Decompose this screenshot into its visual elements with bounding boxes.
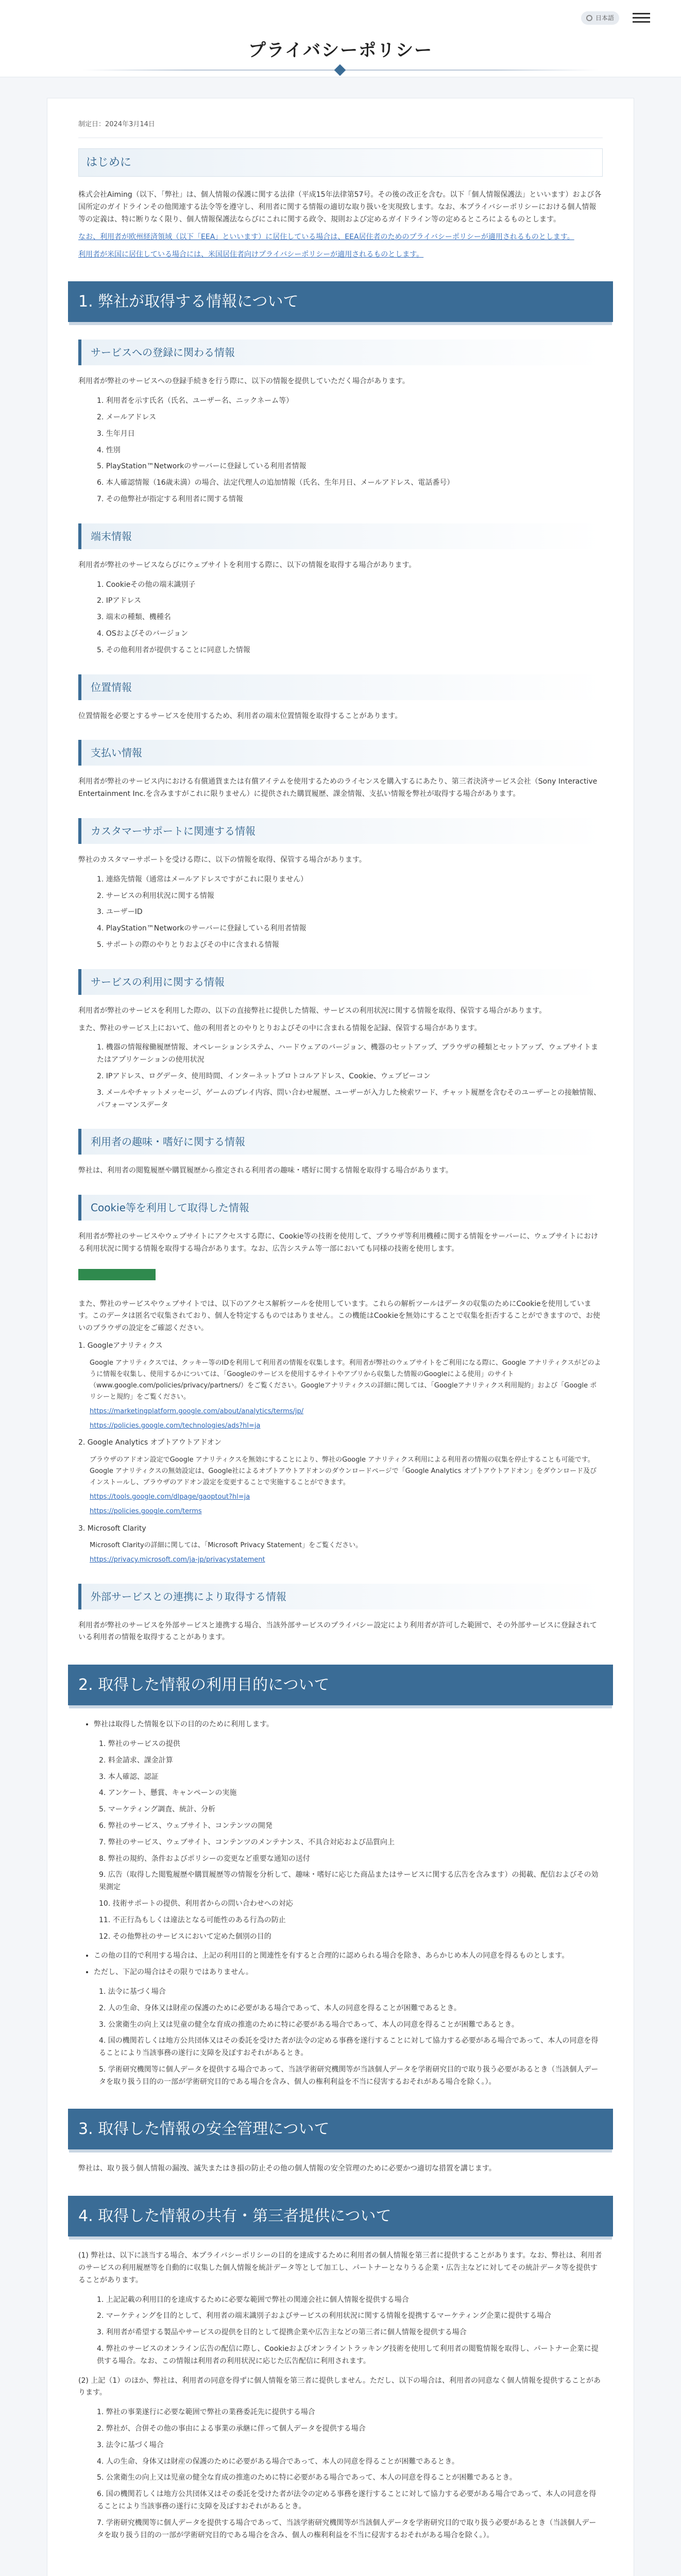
list-item: 3. メールやチャットメッセージ、ゲームのプレイ内容、問い合わせ履歴、ユーザーが入力した検索ワード、チャット履歴を含むそのユーザーとの接触情報、パフォーマンスデータ — [97, 1088, 601, 1109]
list-item: 4. 国の機関若しくは地方公共団体又はその委託を受けた者が法令の定める事務を遂行することに対して協力する必要がある場合であって、本人の同意を得ることにより当該事務の遂行に支障を及ぼすおそれがあるとき。 — [99, 2037, 599, 2058]
purpose-bullets — [94, 1719, 603, 2088]
list-item: 2. 料金請求、課金計算 — [99, 1756, 173, 1765]
usage-text-2: また、弊社のサービス上において、他の利用者とのやりとりおよびその中に含まれる情報を記録、保管する場合があります。 — [78, 1024, 482, 1032]
list-item: 4. 人の生命、身体又は財産の保護のために必要がある場合であって、本人の同意を得ることが困難であるとき。 — [97, 2457, 459, 2466]
list-item: 5. その他利用者が提供することに同意した情報 — [97, 646, 250, 654]
usage-text-1: 利用者が弊社のサービスを利用した際の、以下の直接弊社に提供した情報、サービスの利用状況に関する情報を取得、保管する場合があります。 — [78, 1006, 547, 1015]
list-item: 1. 上記記載の利用目的を達成するために必要な範囲で弊社の関連会社に個人情報を提供する場合 — [97, 2295, 409, 2304]
list-item: 2. IPアドレス、ログデータ、使用時間、インターネットプロトコルアドレス、Cookie、ウェブビーコン — [97, 1072, 431, 1080]
list-item: 7. 学術研究機関等に個人データを提供する場合であって、当該学術研究機関等が当該個人データを学術研究目的で取り扱う必要があるとき（当該個人データを取り扱う目的の一部が学術研究目的である場合を含み、個人の権利利益を不当に侵害するおそれがある場合を除く。）。 — [97, 2518, 597, 2539]
policy-content — [47, 98, 634, 2576]
subheading-payment: 支払い情報 — [78, 740, 603, 766]
list-item: 7. その他弊社が指定する利用者に関する情報 — [97, 495, 243, 504]
sharing-exception-list — [97, 2406, 603, 2541]
device-list — [97, 579, 603, 657]
subheading-usage: サービスの利用に関する情報 — [78, 969, 603, 995]
analytics-tool-1 — [78, 1340, 603, 1432]
list-item: 4. アンケート、懸賞、キャンペーンの実施 — [99, 1789, 237, 1798]
purpose-bullet: • ただし、下記の場合はその限りではありません。 1. 法令に基づく場合 2. 人の生命、身体又は財産の保護のために必要がある場合であって、本人の同意を得ることが困難であるとき。 3. 公衆衛生の向上又は児童の健全な育成の推進のために特に必要がある場合であって、本人の同意を得ることが困難であるとき。 4. 国の機関若しくは地方公共団体又はその委託を受けた者が法令の定める事務を遂行することに対して協力する必要がある場合であって、本人の同意を得ることにより当該事務の遂行に支障を及ぼすおそれがあるとき。 5. 学術研究機関等に個人データを提供する場合であって、当該学術研究機関等が当該個人データを学術研究目的で取り扱う必要があるとき（当該個人データを取り扱う目的の一部が学術研究目的である場合を含み、個人の権利利益を不当に侵害するおそれがある場合を除く。）。 — [94, 1967, 603, 2088]
list-item: 12. その他弊社のサービスにおいて定めた個別の目的 — [99, 1932, 271, 1941]
list-item: 6. 弊社のサービス、ウェブサイト、コンテンツの開発 — [99, 1821, 273, 1830]
hamburger-menu-icon[interactable] — [633, 10, 650, 25]
list-item: 8. 弊社の規約、条件およびポリシーの変更など重要な通知の送付 — [99, 1854, 310, 1863]
list-item: 1. 弊社のサービスの提供 — [99, 1739, 180, 1748]
list-item: 2. マーケティングを目的として、利用者の端末識別子およびサービスの利用状況に関する情報を提携するマーケティング企業に提供する場合 — [97, 2312, 552, 2320]
list-item: 5. サポートの際のやりとりおよびその中に含まれる情報 — [97, 941, 279, 949]
registration-list — [97, 395, 603, 506]
list-item: 1. 利用者を示す氏名（氏名、ユーザー名、ニックネーム等） — [97, 397, 294, 405]
list-item: 5. 公衆衛生の向上又は児童の健全な育成の推進のために特に必要がある場合であって、本人の同意を得ることが困難であるとき。 — [97, 2473, 517, 2482]
list-item: 2. IPアドレス — [97, 597, 141, 605]
list-item: 1. 連絡先情報（通常はメールアドレスですがこれに限りません） — [97, 875, 308, 884]
support-list — [97, 874, 603, 952]
page-header — [0, 0, 681, 77]
cookie-text-2: また、弊社のサービスやウェブサイトでは、以下のアクセス解析ツールを使用しています。これらの解析ツールはデータの収集のためにCookieを使用しています。このデータは匿名で収集されており、個人を特定するものではありません。この機能はCookieを無効にすることで収集を拒否することができますので、お使いのブラウザの設定をご確認ください。 — [78, 1299, 600, 1333]
location-text: 位置情報を必要とするサービスを使用するため、利用者の端末位置情報を取得することがあります。 — [78, 711, 402, 720]
list-item: 3. 利用者が希望する製品やサービスの提供を目的として提携企業や広告主などの第三者に個人情報を提供する場合 — [97, 2328, 467, 2337]
section-heading-intro: はじめに — [78, 148, 603, 177]
security-text: 弊社は、取り扱う個人情報の漏洩、滅失またはき損の防止その他の個人情報の安全管理のために必要かつ適切な措置を講じます。 — [78, 2164, 496, 2173]
tool-desc: Google アナリティクスでは、クッキー等のIDを利用して利用者の情報を収集します。利用者が弊社のウェブサイトをご利用になる際に、Google アナリティクスがどのように情報を収集し、使用するかについては、「Googleのサービスを使用するサイトやアプリから収集した情報のGoogleによる使用」のサイト（www.google.com/policies/privacy/partners/）をご覧ください。Googleアナリティクスの詳細に関しては、「Googleアナリティクス利用規約」および「Google ポリシーと規約」をご覧ください。 — [90, 1359, 601, 1401]
section-heading-4: 4. 取得した情報の共有・第三者提供について — [68, 2196, 613, 2236]
exception-list — [99, 1986, 603, 2089]
list-item: 3. 端末の種類、機種名 — [97, 613, 171, 622]
list-item: 4. 性別 — [97, 446, 121, 454]
purpose-bullet: • この他の目的で利用する場合は、上記の利用目的と関連性を有すると合理的に認められる場合を除き、あらかじめ本人の同意を得るものとします。 — [94, 1950, 603, 1962]
analytics-tool-2 — [78, 1437, 603, 1517]
list-item: 3. 法令に基づく場合 — [97, 2441, 164, 2449]
list-item: 11. 不正行為もしくは違法となる可能性のある行為の防止 — [99, 1916, 286, 1924]
tool-name: 1. Googleアナリティクス — [78, 1341, 163, 1350]
list-item: 3. 本人確認、認証 — [99, 1772, 159, 1781]
list-item: 4. PlayStation™Networkのサーバーに登録している利用者情報 — [97, 924, 307, 933]
tool-link[interactable]: https://privacy.microsoft.com/ja-jp/privacystatement — [90, 1556, 265, 1564]
list-item: 4. OSおよびそのバージョン — [97, 630, 189, 638]
cookie-text-1: 利用者が弊社のサービスやウェブサイトにアクセスする際に、Cookie等の技術を使用して、ブラウザ等利用機種に関する情報をサーバーに、ウェブサイトにおける利用状況に関する情報を取得する場合があります。なお、広告システム等一部においても同様の技術を使用します。 — [78, 1232, 599, 1253]
section-heading-3: 3. 取得した情報の安全管理について — [68, 2109, 613, 2149]
tool-link[interactable]: https://policies.google.com/technologies/ads?hl=ja — [90, 1422, 261, 1430]
tool-link[interactable]: https://marketingplatform.google.com/about/analytics/terms/jp/ — [90, 1408, 304, 1416]
list-item: 3. 公衆衛生の向上又は児童の健全な育成の推進のために特に必要がある場合であって、本人の同意を得ることが困難であるとき。 — [99, 2020, 519, 2029]
list-item: 6. 国の機関若しくは地方公共団体又はその委託を受けた者が法令の定める事務を遂行することに対して協力する必要がある場合であって、本人の同意を得ることにより当該事務の遂行に支障を及ぼすおそれがあるとき。 — [97, 2490, 597, 2511]
analytics-tool-3 — [78, 1523, 603, 1566]
list-item: 1. 機器の情報稼働履歴情報、オペレーションシステム、ハードウェアのバージョン、機器のセットアップ、ブラウザの種類とセットアップ、ウェブサイトまたはアプリケーションの使用状況 — [97, 1043, 599, 1064]
list-item: 2. メールアドレス — [97, 413, 157, 422]
purpose-lead: • 弊社は取得した情報を以下の目的のために利用します。 1. 弊社のサービスの提供 2. 料金請求、課金計算 3. 本人確認、認証 4. アンケート、懸賞、キャンペーンの実施 5. マーケティング調査、統計、分析 6. 弊社のサービス、ウェブサイト、コンテンツの開発 7. 弊社のサービス、ウェブサイト、コンテンツのメンテナンス、不具合対応および品質向上 8. 弊社の規約、条件およびポリシーの変更など重要な通知の送付 9. 広告（取得した閲覧履歴や購買履歴等の情報を分析して、趣味・嗜好に応じた商品またはサービスに関する広告を含みます）の掲載、配信およびその効果測定 10. 技術サポートの提供、利用者からの問い合わせへの対応 11. 不正行為もしくは違法となる可能性のある行為の防止 12. その他弊社のサービスにおいて定めた個別の目的 — [94, 1719, 603, 1943]
usage-list — [97, 1042, 603, 1111]
list-item: 9. 広告（取得した閲覧履歴や購買履歴等の情報を分析して、趣味・嗜好に応じた商品またはサービスに関する広告を含みます）の掲載、配信およびその効果測定 — [99, 1871, 599, 1892]
subheading-registration: サービスへの登録に関わる情報 — [78, 340, 603, 365]
diamond-ornament-icon — [334, 64, 346, 76]
list-item: 4. 弊社のサービスのオンライン広告の配信に際し、Cookieおよびオンライントラッキング技術を使用して利用者の閲覧情報を取得し、パートナー企業に提供する場合。なお、この情報は利用者の利用状況に応じた広告配信に利用されます。 — [97, 2345, 599, 2365]
sharing-paragraph-1: (1) 弊社は、以下に該当する場合、本プライバシーポリシーの目的を達成するために利用者の個人情報を第三者に提供することがあります。なお、弊社は、利用者のサービスの利用履歴等を自動的に収集した個人情報を統計データ等として加工し、パートナーとなりうる企業・広告主などに対してその統計データ等を提供することがあります。 — [78, 2251, 602, 2284]
subheading-device: 端末情報 — [78, 523, 603, 549]
intro-paragraph: 株式会社Aiming（以下、「弊社」は、個人情報の保護に関する法律（平成15年法律第57号。その後の改正を含む。以下「個人情報保護法」といいます）および各国所定のガイドラインその他関連する法令等を遵守し、利用者に関する情報の適切な取り扱いを実現致します。なお、本プライバシーポリシーにおける個人情報等の定義は、特に断りなく限り、個人情報保護法ならびにこれに関する政令、規則および定めるガイドライン等の定めるところによるものとします。 — [78, 191, 602, 224]
page-title: プライバシーポリシー — [248, 40, 433, 61]
list-item: 5. マーケティング調査、統計、分析 — [99, 1805, 216, 1814]
cookie-settings-button[interactable] — [78, 1269, 156, 1280]
list-item: 7. 弊社のサービス、ウェブサイト、コンテンツのメンテナンス、不具合対応および品質向上 — [99, 1838, 395, 1846]
tool-desc: ブラウザのアドオン設定でGoogle アナリティクスを無効にすることにより、弊社のGoogle アナリティクス利用による利用者の情報の収集を停止することも可能です。Google アナリティクスの無効設定は、Google社によるオプトアウトアドオンのダウンロードページで「Google Analytics オプトアウトアドオン」をダウンロード及びインストールし、ブラウザのアドオン設定を変更することで実施することができます。 — [90, 1456, 597, 1487]
subheading-external: 外部サービスとの連携により取得する情報 — [78, 1584, 603, 1609]
list-item: 5. PlayStation™Networkのサーバーに登録している利用者情報 — [97, 462, 307, 471]
list-item: 1. 法令に基づく場合 — [99, 1987, 166, 1996]
list-item: 2. 人の生命、身体又は財産の保護のために必要がある場合であって、本人の同意を得ることが困難であるとき。 — [99, 2004, 461, 2012]
list-item: 1. 弊社の事業遂行に必要な範囲で弊社の業務委託先に提供する場合 — [97, 2408, 315, 2417]
interest-text: 弊社は、利用者の閲覧履歴や購買履歴から推定される利用者の趣味・嗜好に関する情報を取得する場合があります。 — [78, 1166, 453, 1175]
globe-icon — [586, 15, 592, 21]
sharing-list — [97, 2294, 603, 2368]
subheading-interest: 利用者の趣味・嗜好に関する情報 — [78, 1129, 603, 1155]
sharing-paragraph-2: (2) 上記（1）のほか、弊社は、利用者の同意を得ずに個人情報を第三者に提供しません。ただし、以下の場合は、利用者の同意なく個人情報を提供することがあります。 — [78, 2376, 601, 2397]
support-text: 弊社のカスタマーサポートを受ける際に、以下の情報を取得、保管する場合があります。 — [78, 856, 366, 865]
list-item: 3. 生年月日 — [97, 429, 135, 438]
list-item: 3. ユーザーID — [97, 908, 143, 917]
tool-name: 2. Google Analytics オプトアウトアドオン — [78, 1438, 222, 1447]
established-date: 制定日：2024年3月14日 — [78, 119, 603, 138]
tool-desc: Microsoft Clarityの詳細に関しては、「Microsoft Privacy Statement」をご覧ください。 — [90, 1541, 363, 1550]
list-item: 1. Cookieその他の端末識別子 — [97, 580, 196, 589]
list-item: 2. サービスの利用状況に関する情報 — [97, 891, 214, 900]
list-item: 10. 技術サポートの提供、利用者からの問い合わせへの対応 — [99, 1899, 293, 1908]
device-text: 利用者が弊社のサービスならびにウェブサイトを利用する際に、以下の情報を取得する場合があります。 — [78, 561, 416, 569]
language-selector[interactable] — [581, 11, 619, 25]
list-item: 2. 弊社が、合併その他の事由による事業の承継に伴って個人データを提供する場合 — [97, 2425, 366, 2433]
subheading-location: 位置情報 — [78, 674, 603, 700]
section-heading-1: 1. 弊社が取得する情報について — [68, 281, 613, 322]
registration-text: 利用者が弊社のサービスへの登録手続きを行う際に、以下の情報を提供していただく場合があります。 — [78, 377, 410, 386]
subheading-cookie: Cookie等を利用して取得した情報 — [78, 1195, 603, 1221]
external-text: 利用者が弊社のサービスを外部サービスと連携する場合、当該外部サービスのプライバシー設定により利用者が許可した範囲で、その外部サービスに登録されている利用者の情報を取得することがあります。 — [78, 1621, 598, 1642]
payment-text: 利用者が弊社のサービス内における有償通貨または有償アイテムを使用するためのライセンスを購入するにあたり、第三者決済サービス会社（Sony Interactive Entertainment Inc.を含みますがこれに限りません）に提供された購買履歴、課金情報、支払い情報を弊社が取得する場合があります。 — [78, 777, 598, 799]
section-heading-2: 2. 取得した情報の利用目的について — [68, 1665, 613, 1705]
language-label: 日本語 — [595, 14, 614, 22]
list-item: 6. 本人確認情報（16歳未満）の場合、法定代理人の追加情報（氏名、生年月日、メールアドレス、電話番号） — [97, 479, 454, 487]
subheading-support: カスタマーサポートに関連する情報 — [78, 818, 603, 844]
eea-policy-link[interactable]: なお、利用者が欧州経済領域（以下「EEA」といいます）に居住している場合は、EEA居住者のためのプライバシーポリシーが適用されるものとします。 — [78, 232, 574, 241]
list-item: 5. 学術研究機関等に個人データを提供する場合であって、当該学術研究機関等が当該個人データを学術研究目的で取り扱う必要があるとき（当該個人データを取り扱う目的の一部が学術研究目的である場合を含み、個人の権利利益を不当に侵害するおそれがある場合を除く。）。 — [99, 2065, 599, 2086]
tool-name: 3. Microsoft Clarity — [78, 1524, 146, 1533]
tool-link[interactable]: https://policies.google.com/terms — [90, 1507, 202, 1516]
tool-link[interactable]: https://tools.google.com/dlpage/gaoptout?hl=ja — [90, 1493, 250, 1501]
purpose-list — [99, 1738, 603, 1943]
us-policy-link[interactable]: 利用者が米国に居住している場合には、米国居住者向けプライバシーポリシーが適用されるものとします。 — [78, 250, 424, 259]
